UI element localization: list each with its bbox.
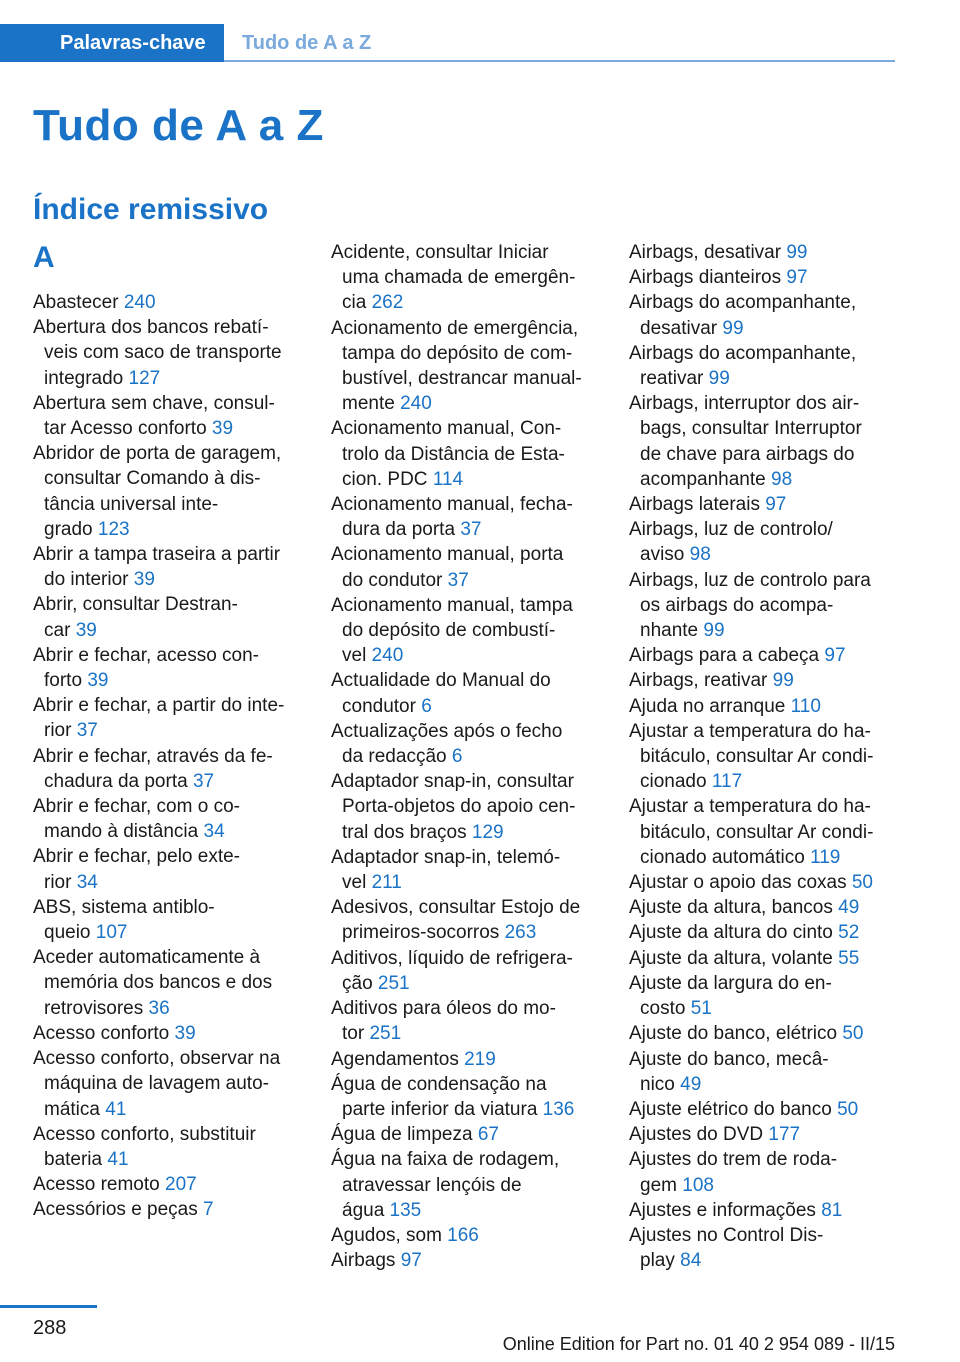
index-entry bbox=[629, 492, 901, 517]
entry-text: Ajustar a temperatura do ha- bbox=[629, 796, 871, 818]
entry-text: Porta-objetos do apoio cen- bbox=[342, 796, 576, 818]
page-link[interactable]: 99 bbox=[722, 317, 744, 339]
entry-text: play bbox=[640, 1250, 681, 1272]
entry-text: do condutor bbox=[342, 569, 448, 591]
index-entry bbox=[331, 492, 603, 542]
page-link[interactable]: 99 bbox=[708, 368, 730, 390]
entry-text: Airbags do acompanhante, bbox=[629, 292, 857, 314]
page-link[interactable]: 211 bbox=[371, 872, 402, 894]
entry-text: bags, consultar Interruptor bbox=[640, 418, 862, 440]
entry-text: atravessar lençóis de bbox=[342, 1174, 522, 1196]
page-link[interactable]: 119 bbox=[810, 846, 841, 868]
index-entry bbox=[33, 693, 305, 743]
page-link[interactable]: 50 bbox=[851, 872, 873, 894]
index-entry bbox=[33, 945, 305, 1021]
index-entry bbox=[33, 592, 305, 642]
entry-text: Abertura sem chave, consul- bbox=[33, 392, 275, 414]
page-link[interactable]: 117 bbox=[711, 771, 743, 793]
entry-text: Ajustes no Control Dis- bbox=[629, 1224, 824, 1246]
edition-label: Online Edition for Part no. 01 40 2 954 089 - II/15 bbox=[502, 1334, 895, 1354]
page-title: Tudo de A a Z bbox=[33, 101, 324, 150]
entry-text: Acessórios e peças bbox=[33, 1199, 204, 1221]
entry-text: cionado bbox=[640, 771, 712, 793]
entry-text: Acidente, consultar Iniciar bbox=[331, 242, 549, 263]
index-entry bbox=[629, 694, 901, 719]
page-link[interactable]: 49 bbox=[838, 897, 860, 919]
entry-text: ção bbox=[342, 972, 378, 994]
entry-text: desativar bbox=[640, 317, 723, 339]
index-entry bbox=[629, 1198, 901, 1223]
entry-text: de chave para airbags do bbox=[640, 443, 855, 465]
entry-text: bustível, destrancar manual- bbox=[342, 368, 582, 390]
index-entry bbox=[629, 794, 901, 870]
entry-text: Airbags bbox=[331, 1250, 401, 1272]
entry-text: Abrir e fechar, através da fe- bbox=[33, 745, 273, 767]
page-link[interactable]: 84 bbox=[680, 1250, 702, 1272]
index-entry bbox=[33, 441, 305, 542]
entry-text: Ajuste da largura do en- bbox=[629, 972, 832, 994]
index-entry bbox=[33, 895, 305, 945]
entry-text: memória dos bancos e dos bbox=[44, 972, 273, 994]
entry-text: do interior bbox=[44, 569, 134, 591]
header-divider bbox=[224, 60, 895, 62]
index-entry bbox=[629, 1021, 901, 1046]
entry-text: reativar bbox=[640, 368, 709, 390]
page-link[interactable]: 50 bbox=[842, 1023, 864, 1045]
tab-palavras-chave[interactable]: Palavras-chave bbox=[0, 24, 224, 62]
index-entry bbox=[33, 794, 305, 844]
entry-text: Abrir a tampa traseira a partir bbox=[33, 544, 281, 566]
entry-text: cion. PDC bbox=[342, 468, 433, 490]
page-link[interactable]: 55 bbox=[838, 947, 860, 969]
page-link[interactable]: 129 bbox=[471, 821, 504, 843]
index-column-2 bbox=[331, 240, 603, 1273]
entry-text: rior bbox=[44, 720, 77, 742]
entry-text: do depósito de combustí- bbox=[342, 620, 556, 642]
index-letter: A bbox=[33, 241, 55, 274]
entry-text: Airbags, desativar bbox=[629, 242, 787, 263]
entry-text: Acesso conforto bbox=[33, 1022, 175, 1044]
index-entry bbox=[629, 1147, 901, 1197]
page-link[interactable]: 39 bbox=[133, 569, 155, 591]
index-entry bbox=[629, 341, 901, 391]
page-link[interactable]: 81 bbox=[821, 1199, 843, 1221]
entry-text: aviso bbox=[640, 544, 690, 566]
index-entry bbox=[629, 517, 901, 567]
index-entry bbox=[331, 1248, 603, 1273]
entry-text: mática bbox=[44, 1098, 106, 1120]
entry-text: Água de condensação na bbox=[331, 1073, 547, 1095]
entry-text: integrado bbox=[44, 367, 129, 389]
page-link[interactable]: 166 bbox=[447, 1224, 479, 1246]
entry-text: bitáculo, consultar Ar condi- bbox=[640, 821, 874, 843]
entry-text: máquina de lavagem auto- bbox=[44, 1073, 269, 1095]
entry-text: tância universal inte- bbox=[44, 493, 219, 515]
page-link[interactable]: 240 bbox=[123, 292, 156, 313]
page-link[interactable]: 135 bbox=[389, 1199, 422, 1221]
page-link[interactable]: 207 bbox=[165, 1174, 197, 1196]
index-entry bbox=[33, 844, 305, 894]
entry-text: dura da porta bbox=[342, 519, 461, 541]
entry-text: Acesso remoto bbox=[33, 1174, 165, 1196]
entry-text: Ajustes e informações bbox=[629, 1199, 822, 1221]
entry-text: Aditivos para óleos do mo- bbox=[331, 998, 556, 1020]
tab-tudo-de-a-a-z[interactable]: Tudo de A a Z bbox=[242, 32, 372, 54]
index-entry bbox=[629, 668, 901, 693]
index-entry bbox=[629, 719, 901, 795]
index-entry bbox=[331, 1223, 603, 1248]
page-link[interactable]: 49 bbox=[680, 1073, 702, 1095]
page-link[interactable]: 50 bbox=[837, 1098, 859, 1120]
entry-text: tampa do depósito de com- bbox=[342, 342, 573, 364]
entry-text: Adaptador snap-in, consultar bbox=[331, 771, 574, 793]
page-link[interactable]: 37 bbox=[76, 720, 98, 742]
page-link[interactable]: 51 bbox=[690, 998, 712, 1020]
index-entry bbox=[629, 971, 901, 1021]
entry-text: Ajuste da altura, volante bbox=[629, 947, 839, 969]
page-link[interactable]: 97 bbox=[824, 645, 846, 667]
entry-text: bitáculo, consultar Ar condi- bbox=[640, 746, 874, 768]
footer-divider bbox=[0, 1305, 97, 1308]
entry-text: Água de limpeza bbox=[331, 1124, 478, 1146]
index-entry bbox=[629, 643, 901, 668]
entry-text: mente bbox=[342, 393, 401, 415]
entry-text: Aditivos, líquido de refrigera- bbox=[331, 947, 573, 969]
entry-text: Airbags, luz de controlo para bbox=[629, 569, 871, 591]
index-entry bbox=[629, 265, 901, 290]
index-entry bbox=[33, 1122, 305, 1172]
page-link[interactable]: 34 bbox=[76, 871, 98, 893]
page-link[interactable]: 240 bbox=[400, 393, 432, 415]
index-entry bbox=[629, 946, 901, 971]
page-link[interactable]: 37 bbox=[460, 519, 482, 541]
page-link[interactable]: 97 bbox=[786, 267, 808, 289]
page-link[interactable]: 108 bbox=[682, 1174, 714, 1196]
entry-text: grado bbox=[44, 518, 98, 540]
page-link[interactable]: 99 bbox=[772, 670, 794, 692]
index-entry bbox=[331, 1122, 603, 1147]
entry-text: da redacção bbox=[342, 746, 452, 768]
index-entry bbox=[629, 391, 901, 492]
index-entry bbox=[629, 920, 901, 945]
entry-text: Abrir e fechar, acesso con- bbox=[33, 644, 259, 666]
entry-text: primeiros-socorros bbox=[342, 922, 505, 944]
entry-text: Acionamento de emergência, bbox=[331, 317, 579, 339]
index-entry bbox=[33, 290, 305, 315]
index-entry bbox=[33, 391, 305, 441]
entry-text: Ajustar o apoio das coxas bbox=[629, 872, 852, 894]
entry-text: Airbags para a cabeça bbox=[629, 645, 825, 667]
entry-text: Ajustes do DVD bbox=[629, 1124, 769, 1146]
entry-text: Adaptador snap-in, telemó- bbox=[331, 846, 561, 868]
entry-text: Abertura dos bancos rebatí- bbox=[33, 317, 269, 339]
entry-text: parte inferior da viatura bbox=[342, 1098, 543, 1120]
entry-text: uma chamada de emergên- bbox=[342, 267, 576, 289]
entry-text: tor bbox=[342, 1023, 370, 1045]
page-link[interactable]: 262 bbox=[371, 292, 404, 314]
entry-text: água bbox=[342, 1199, 390, 1221]
index-entry bbox=[629, 1047, 901, 1097]
index-entry bbox=[629, 895, 901, 920]
page-link[interactable]: 114 bbox=[432, 468, 464, 490]
entry-text: mando à distância bbox=[44, 821, 204, 843]
section-title: Índice remissivo bbox=[33, 193, 269, 226]
page-link[interactable]: 98 bbox=[689, 544, 711, 566]
page-link[interactable]: 107 bbox=[95, 922, 128, 944]
entry-text: cia bbox=[342, 292, 372, 314]
entry-text: forto bbox=[44, 670, 88, 692]
entry-text: Ajuda no arranque bbox=[629, 695, 791, 717]
entry-text: tar Acesso conforto bbox=[44, 418, 212, 440]
page-link[interactable]: 52 bbox=[838, 922, 860, 944]
entry-text: Ajustes do trem de roda- bbox=[629, 1149, 838, 1171]
index-entry bbox=[331, 895, 603, 945]
page-link[interactable]: 67 bbox=[477, 1124, 499, 1146]
index-entry bbox=[331, 719, 603, 769]
entry-text: Abrir e fechar, pelo exte- bbox=[33, 846, 240, 868]
entry-text: Abrir e fechar, a partir do inte- bbox=[33, 695, 285, 717]
page-link[interactable]: 6 bbox=[421, 695, 432, 717]
index-entry bbox=[33, 1172, 305, 1197]
entry-text: Acionamento manual, Con- bbox=[331, 418, 562, 440]
index-entry bbox=[331, 668, 603, 718]
entry-text: Acionamento manual, porta bbox=[331, 544, 564, 566]
entry-text: os airbags do acompa- bbox=[640, 594, 834, 616]
page-link[interactable]: 39 bbox=[75, 619, 97, 641]
index-entry bbox=[331, 240, 603, 316]
entry-text: Ajuste elétrico do banco bbox=[629, 1098, 838, 1120]
entry-text: Acionamento manual, fecha- bbox=[331, 494, 573, 516]
entry-text: Aceder automaticamente à bbox=[33, 947, 261, 969]
entry-text: retrovisores bbox=[44, 997, 149, 1019]
page-number: 288 bbox=[33, 1317, 67, 1339]
index-entry bbox=[33, 643, 305, 693]
page-link[interactable]: 97 bbox=[765, 494, 787, 516]
entry-text: Acesso conforto, substituir bbox=[33, 1123, 256, 1145]
entry-text: Abrir e fechar, com o co- bbox=[33, 796, 240, 818]
index-entry bbox=[33, 1021, 305, 1046]
entry-text: Actualizações após o fecho bbox=[331, 720, 563, 742]
entry-text: nico bbox=[640, 1073, 681, 1095]
entry-text: rior bbox=[44, 871, 77, 893]
entry-text: cionado automático bbox=[640, 846, 811, 868]
entry-text: condutor bbox=[342, 695, 422, 717]
entry-text: Abrir, consultar Destran- bbox=[33, 594, 238, 616]
entry-text: Ajuste da altura, bancos bbox=[629, 897, 839, 919]
index-entry bbox=[33, 1046, 305, 1122]
page-link[interactable]: 177 bbox=[768, 1124, 801, 1146]
entry-text: gem bbox=[640, 1174, 683, 1196]
entry-text: veis com saco de transporte bbox=[44, 342, 282, 364]
index-entry bbox=[629, 568, 901, 644]
index-entry bbox=[331, 542, 603, 592]
index-entry bbox=[331, 593, 603, 669]
entry-text: vel bbox=[342, 645, 372, 667]
index-entry bbox=[629, 1097, 901, 1122]
page-link[interactable]: 39 bbox=[174, 1022, 196, 1044]
entry-text: nhante bbox=[640, 620, 704, 642]
page-link[interactable]: 251 bbox=[377, 972, 410, 994]
page-link[interactable]: 99 bbox=[703, 620, 725, 642]
entry-text: Água na faixa de rodagem, bbox=[331, 1149, 560, 1171]
entry-text: Ajuste do banco, mecâ- bbox=[629, 1048, 829, 1070]
entry-text: Adesivos, consultar Estojo de bbox=[331, 897, 581, 919]
index-entry bbox=[331, 416, 603, 492]
entry-text: trolo da Distância de Esta- bbox=[342, 443, 565, 465]
index-entry bbox=[331, 1072, 603, 1122]
entry-text: queio bbox=[44, 922, 96, 944]
page-link[interactable]: 36 bbox=[148, 997, 170, 1019]
index-entry bbox=[33, 744, 305, 794]
page-link[interactable]: 110 bbox=[790, 695, 821, 717]
entry-text: vel bbox=[342, 872, 372, 894]
entry-text: tral dos braços bbox=[342, 821, 472, 843]
page-link[interactable]: 123 bbox=[97, 518, 130, 540]
entry-text: consultar Comando à dis- bbox=[44, 468, 261, 490]
page-link[interactable]: 97 bbox=[400, 1250, 422, 1272]
entry-text: chadura da porta bbox=[44, 770, 193, 792]
header-tabs bbox=[0, 24, 895, 62]
page-link[interactable]: 41 bbox=[107, 1148, 129, 1170]
page-link[interactable]: 39 bbox=[87, 670, 109, 692]
page-link[interactable]: 41 bbox=[105, 1098, 127, 1120]
page-link[interactable]: 251 bbox=[369, 1023, 402, 1045]
index-entry bbox=[331, 316, 603, 417]
index-entry bbox=[629, 870, 901, 895]
page-link[interactable]: 136 bbox=[542, 1098, 575, 1120]
entry-text: Airbags laterais bbox=[629, 494, 766, 516]
entry-text: Ajuste da altura do cinto bbox=[629, 922, 839, 944]
entry-text: Abridor de porta de garagem, bbox=[33, 443, 282, 465]
entry-text: Abastecer bbox=[33, 292, 124, 313]
entry-text: acompanhante bbox=[640, 468, 771, 490]
index-entry bbox=[33, 1197, 305, 1222]
page-link[interactable]: 98 bbox=[771, 468, 793, 490]
entry-text: Acionamento manual, tampa bbox=[331, 594, 573, 616]
index-column-1 bbox=[33, 240, 305, 1223]
page-link[interactable]: 99 bbox=[786, 242, 808, 263]
page-link[interactable]: 37 bbox=[447, 569, 469, 591]
page-link[interactable]: 6 bbox=[451, 746, 463, 768]
index-entry bbox=[331, 1147, 603, 1223]
entry-text: car bbox=[44, 619, 76, 641]
index-entry bbox=[331, 845, 603, 895]
entry-text: Ajustar a temperatura do ha- bbox=[629, 720, 871, 742]
entry-text: Airbags dianteiros bbox=[629, 267, 787, 289]
page-link[interactable]: 263 bbox=[504, 922, 537, 944]
page-link[interactable]: 34 bbox=[203, 821, 225, 843]
page-link[interactable]: 39 bbox=[211, 418, 234, 440]
entry-text: Ajuste do banco, elétrico bbox=[629, 1023, 843, 1045]
entry-text: Actualidade do Manual do bbox=[331, 670, 551, 692]
index-entry bbox=[629, 240, 901, 265]
index-entry bbox=[629, 1223, 901, 1273]
entry-text: Acesso conforto, observar na bbox=[33, 1048, 281, 1070]
entry-text: Agendamentos bbox=[331, 1048, 465, 1070]
entry-text: Airbags, luz de controlo/ bbox=[629, 519, 833, 541]
page-link[interactable]: 7 bbox=[203, 1199, 214, 1221]
entry-text: costo bbox=[640, 998, 691, 1020]
page-link[interactable]: 127 bbox=[128, 367, 161, 389]
entry-text: ABS, sistema antiblo- bbox=[33, 896, 215, 918]
index-entry bbox=[33, 315, 305, 391]
page-link[interactable]: 240 bbox=[371, 645, 404, 667]
index-entry bbox=[331, 996, 603, 1046]
index-column-3 bbox=[629, 240, 901, 1273]
page-link[interactable]: 219 bbox=[464, 1048, 496, 1070]
entry-text: Agudos, som bbox=[331, 1224, 448, 1246]
entry-text: Airbags, reativar bbox=[629, 670, 773, 692]
index-entry bbox=[331, 769, 603, 845]
index-entry bbox=[629, 290, 901, 340]
index-entry bbox=[33, 542, 305, 592]
index-entry bbox=[629, 1122, 901, 1147]
index-entry bbox=[331, 946, 603, 996]
entry-text: bateria bbox=[44, 1148, 108, 1170]
index-entry bbox=[331, 1047, 603, 1072]
entry-text: Airbags, interruptor dos air- bbox=[629, 393, 860, 415]
page-link[interactable]: 37 bbox=[192, 770, 215, 792]
entry-text: Airbags do acompanhante, bbox=[629, 342, 857, 364]
